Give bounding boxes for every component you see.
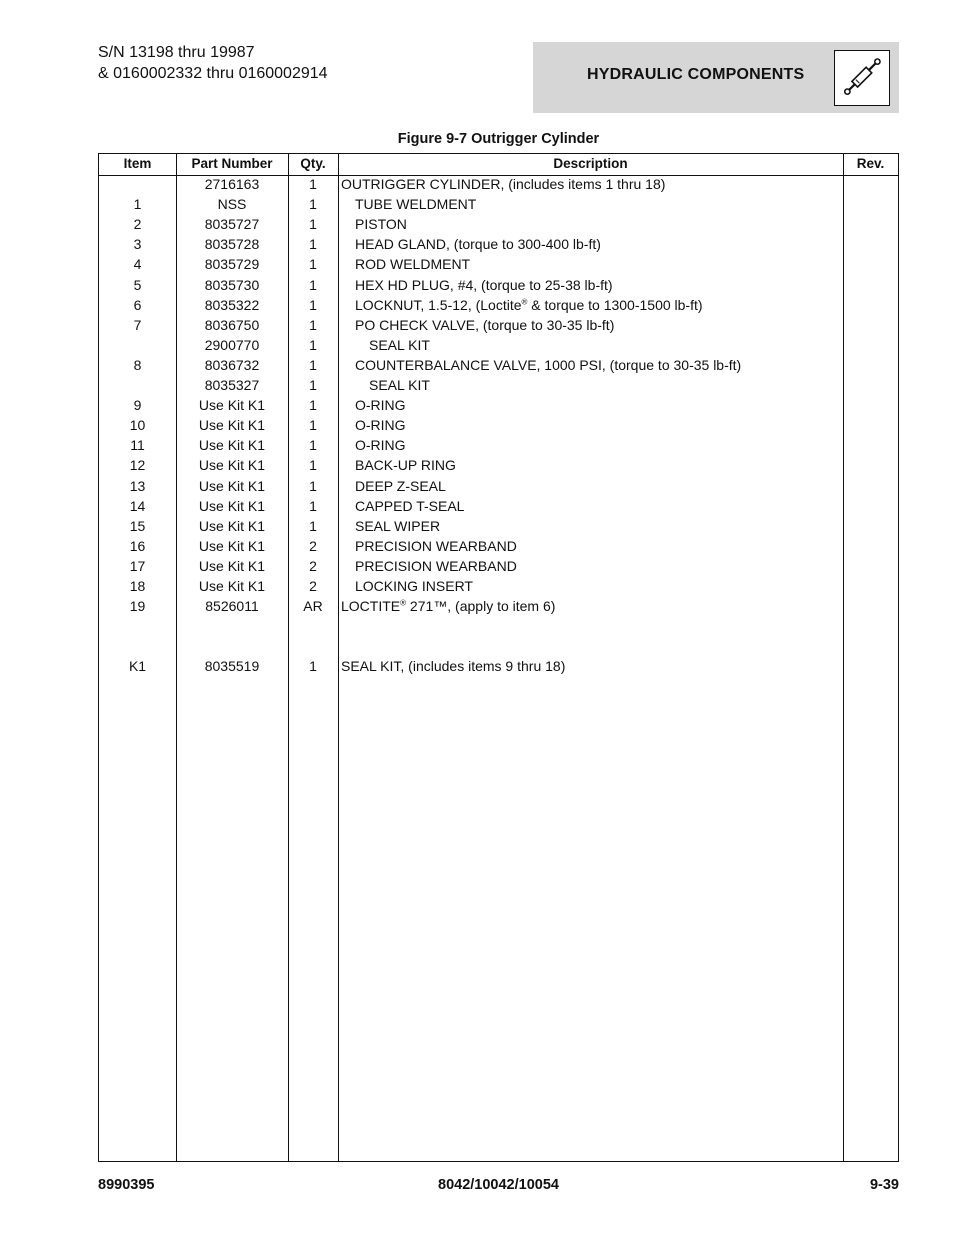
description-text: SEAL KIT [369,336,430,353]
table-row [99,576,898,596]
quantity: 1 [309,196,317,213]
description [355,315,855,335]
table-row [99,254,898,274]
table-row [99,656,898,676]
description [355,355,855,375]
item-number: 19 [129,598,146,615]
item-number: 11 [130,437,145,454]
item-number: 12 [129,457,146,474]
item-number: 17 [129,557,146,574]
quantity: 1 [309,658,317,675]
part-number: Use Kit K1 [198,497,266,514]
registered-mark: ® [400,598,407,608]
part-number: Use Kit K1 [198,517,266,534]
column-header-rev: Rev. [856,156,885,171]
description-text: PRECISION WEARBAND [355,537,517,554]
item-number: 3 [133,236,142,253]
hydraulic-cylinder-icon [834,50,890,106]
quantity: 2 [309,557,317,574]
table-row [99,234,898,254]
table-row [99,395,898,415]
quantity: 2 [309,537,317,554]
item-number: 14 [129,497,146,514]
description [355,435,855,455]
description-text: SEAL WIPER [355,517,441,534]
part-number: 8035327 [204,377,260,393]
item-number: 7 [133,316,142,333]
part-number: Use Kit K1 [198,457,266,474]
table-row [99,194,898,214]
quantity: 1 [309,437,317,454]
item-number: 4 [133,256,142,273]
description-text: BACK-UP RING [355,457,456,474]
section-header [533,42,899,113]
description [369,375,869,395]
description [355,496,855,516]
description-text: LOCKNUT, 1.5-12, (Loctite [355,296,522,313]
quantity: 1 [309,397,317,414]
table-row [99,455,898,475]
table-row [99,496,898,516]
description [355,476,855,496]
quantity: 1 [309,256,317,273]
part-number: Use Kit K1 [198,537,266,554]
description [355,214,855,234]
part-number: Use Kit K1 [198,397,266,414]
table-row [99,275,898,295]
quantity: 1 [309,517,317,534]
footer-models: 8042/10042/10054 [438,1177,559,1193]
description [341,174,841,194]
description-text-continued: & torque to 1300-1500 lb-ft) [527,296,703,313]
description [355,194,855,214]
description-text: O-RING [355,397,406,414]
table-row [99,556,898,576]
description-text: DEEP Z-SEAL [355,477,446,494]
description-text: ROD WELDMENT [355,256,471,273]
quantity: 2 [309,578,317,594]
serial-line-1: S/N 13198 thru 19987 [98,44,255,61]
table-row [99,214,898,234]
part-number: Use Kit K1 [198,578,266,594]
quantity: 1 [309,276,317,293]
part-number: 8035322 [204,296,260,313]
description-text: LOCTITE [341,598,401,615]
part-number: Use Kit K1 [198,557,266,574]
part-number: Use Kit K1 [198,417,266,434]
item-number: 10 [129,417,146,434]
description-text: PISTON [355,216,407,233]
description [355,234,855,254]
quantity: 1 [309,457,317,474]
item-number: 15 [129,517,146,534]
section-title: HYDRAULIC COMPONENTS [587,66,805,83]
table-row [99,174,898,194]
description-text: O-RING [355,437,406,454]
description [355,536,855,556]
part-number: 8035728 [204,236,260,253]
column-header-qty: Qty. [300,156,326,171]
part-number: 8035729 [204,256,260,273]
quantity: AR [303,598,323,615]
item-number: 9 [133,397,142,414]
column-header-part-number: Part Number [191,156,273,171]
description-text: COUNTERBALANCE VALVE, 1000 PSI, (torque to 30-35 lb-ft) [355,356,742,373]
part-number: 8035730 [204,276,260,293]
description-text: SEAL KIT, (includes items 9 thru 18) [341,658,566,675]
quantity: 1 [309,296,317,313]
description-text: O-RING [355,417,406,434]
part-number: NSS [217,196,247,213]
footer-document-number: 8990395 [98,1177,155,1193]
description [355,576,855,596]
footer-page-number: 9-39 [869,1177,899,1193]
description-text-continued: 271™, (apply to item 6) [406,598,556,615]
part-number: Use Kit K1 [198,477,266,494]
item-number: 13 [129,477,146,494]
part-number: 2900770 [204,336,260,353]
part-number: 8036732 [204,356,260,373]
quantity: 1 [309,336,317,353]
table-row [99,415,898,435]
item-number: 6 [133,296,142,313]
item-number: 8 [133,356,142,373]
description-text: TUBE WELDMENT [355,196,477,213]
description-text: PO CHECK VALVE, (torque to 30-35 lb-ft) [355,316,615,333]
table-row [99,355,898,375]
description-text: PRECISION WEARBAND [355,557,517,574]
description [369,335,869,355]
column-header-item: Item [123,156,152,171]
item-number: 5 [133,276,142,293]
description-text: HEX HD PLUG, #4, (torque to 25-38 lb-ft) [355,276,613,293]
table-row [99,516,898,536]
item-number: K1 [128,658,147,675]
description [355,455,855,475]
part-number: 8035727 [204,216,260,233]
table-row [99,335,898,355]
quantity: 1 [309,236,317,253]
description [355,254,855,274]
serial-line-2: & 0160002332 thru 0160002914 [98,65,328,82]
item-number: 16 [129,537,146,554]
description [341,596,841,616]
quantity: 1 [309,477,317,494]
quantity: 1 [309,377,317,393]
table-row [99,536,898,556]
quantity: 1 [309,216,317,233]
description-text: SEAL KIT [369,377,430,393]
part-number: 8035519 [204,658,260,675]
description-text: LOCKING INSERT [355,578,473,594]
table-row [99,636,898,656]
quantity: 1 [309,316,317,333]
quantity: 1 [309,356,317,373]
description [355,295,855,315]
item-number: 18 [129,578,146,594]
item-number: 1 [133,196,142,213]
table-row [99,616,898,636]
description [355,516,855,536]
part-number: 8526011 [205,598,259,615]
table-row [99,596,898,616]
description [355,395,855,415]
column-header-description: Description [553,156,628,171]
description-text: OUTRIGGER CYLINDER, (includes items 1 thru 18) [341,176,666,192]
figure-title: Figure 9-7 Outrigger Cylinder [397,131,600,147]
part-number: Use Kit K1 [198,437,266,454]
description [355,275,855,295]
description-text: CAPPED T-SEAL [355,497,465,514]
description [355,556,855,576]
parts-table [98,153,899,1162]
table-row [99,315,898,335]
description [355,415,855,435]
table-row [99,375,898,395]
part-number: 2716163 [204,176,260,192]
quantity: 1 [309,497,317,514]
registered-mark: ® [521,296,528,306]
part-number: 8036750 [204,316,260,333]
description [341,656,841,676]
hydraulic-cylinder-icon-graphic [835,51,888,104]
item-number: 2 [133,216,142,233]
table-row [99,476,898,496]
description-text: HEAD GLAND, (torque to 300-400 lb-ft) [355,236,601,253]
serial-number-range [98,42,328,84]
quantity: 1 [309,176,317,192]
quantity: 1 [309,417,317,434]
table-row [99,295,898,315]
table-row [99,435,898,455]
